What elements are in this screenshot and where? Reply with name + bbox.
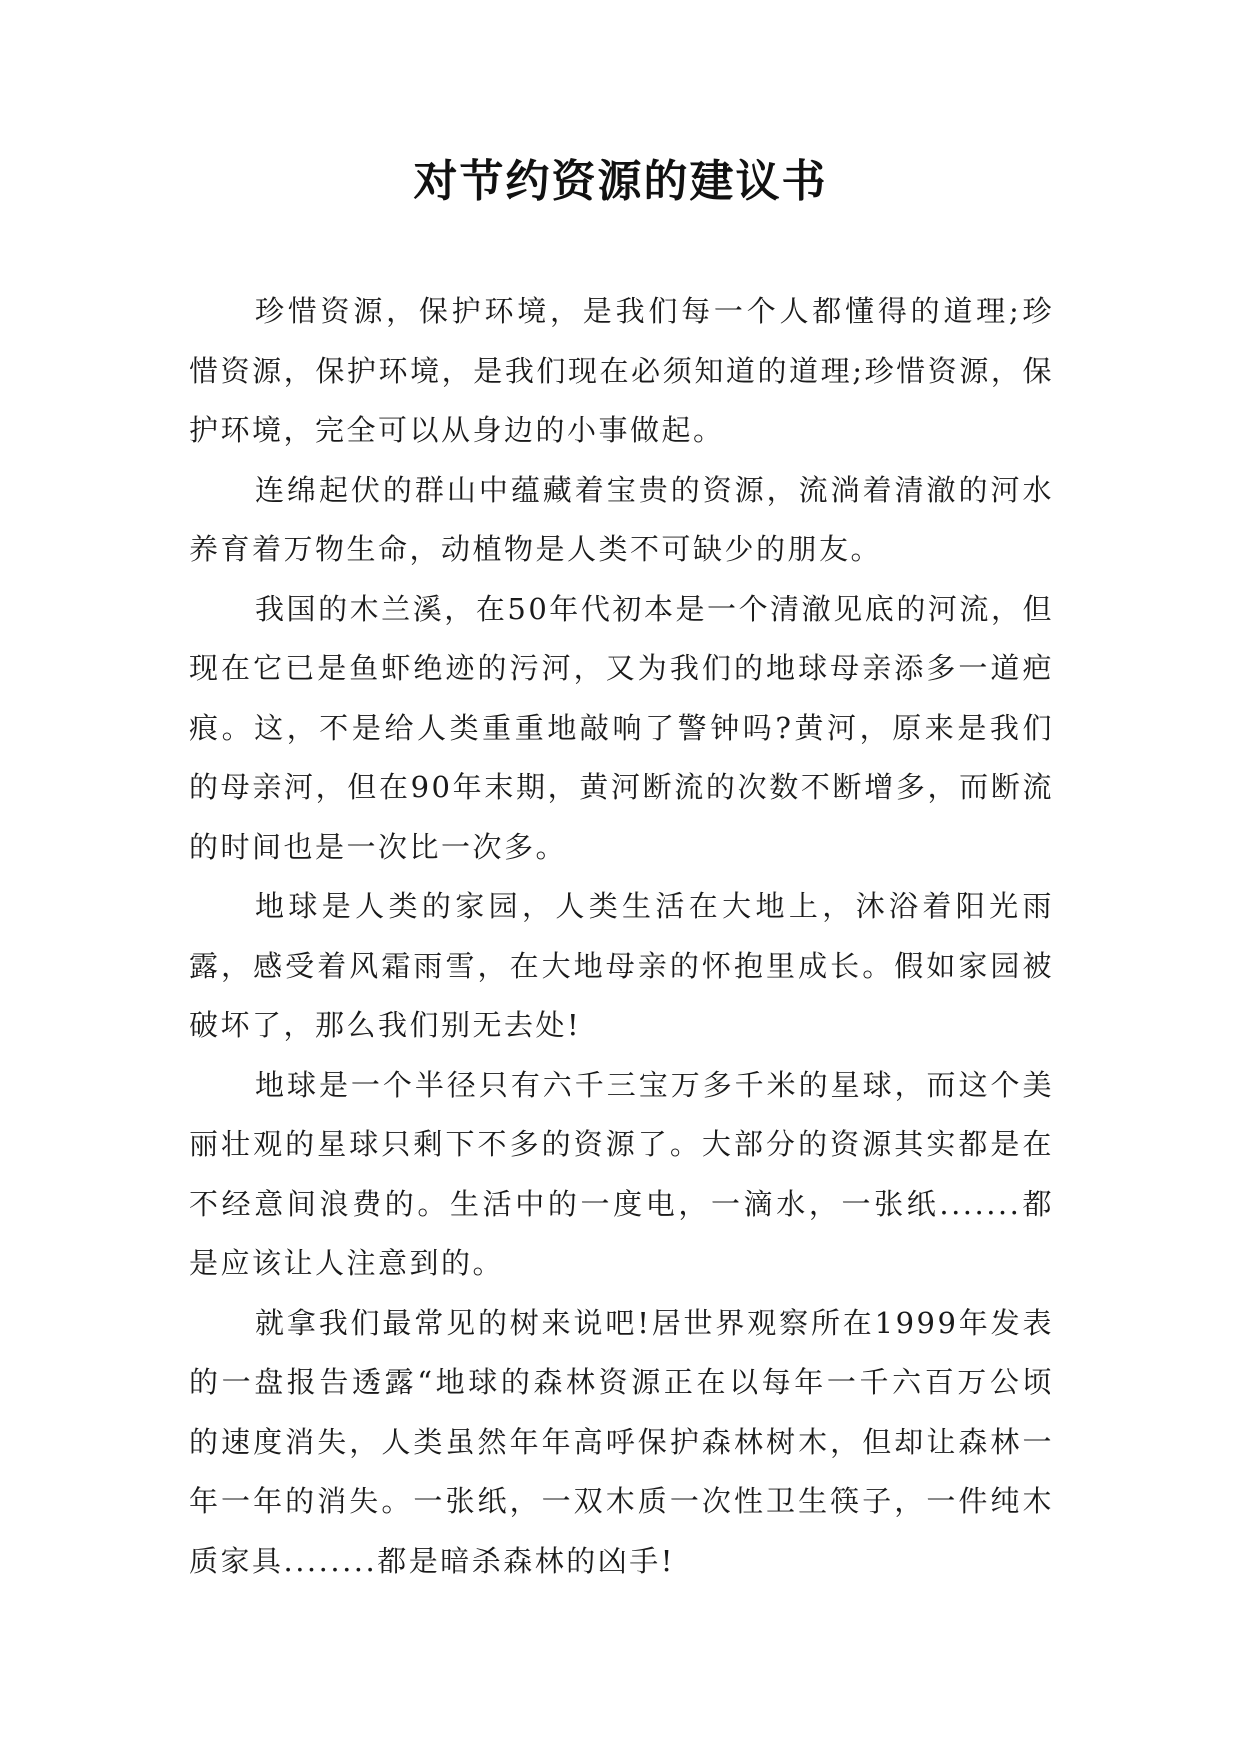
paragraph-4: 地球是人类的家园，人类生活在大地上，沐浴着阳光雨露，感受着风霜雨雪，在大地母亲的怀抱里成长。假如家园被破坏了，那么我们别无去处! [189, 889, 1054, 1042]
paragraph-3: 我国的木兰溪，在50年代初本是一个清澈见底的河流，但现在它已是鱼虾绝迹的污河，又为我们的地球母亲添多一道疤痕。这，不是给人类重重地敲响了警钟吗?黄河，原来是我们的母亲河，但在90年末期，黄河断流的次数不断增多，而断流的时间也是一次比一次多。 [189, 591, 1054, 864]
paragraph-1: 珍惜资源，保护环境，是我们每一个人都懂得的道理;珍惜资源，保护环境，是我们现在必须知道的道理;珍惜资源，保护环境，完全可以从身边的小事做起。 [189, 294, 1054, 447]
paragraph-5: 地球是一个半径只有六千三宝万多千米的星球，而这个美丽壮观的星球只剩下不多的资源了。大部分的资源其实都是在不经意间浪费的。生活中的一度电，一滴水，一张纸.......都是应该让人注意到的。 [189, 1067, 1054, 1280]
document-title: 对节约资源的建议书 [413, 156, 828, 207]
document-body [189, 282, 1054, 1591]
paragraph-2: 连绵起伏的群山中蕴藏着宝贵的资源，流淌着清澈的河水养育着万物生命，动植物是人类不可缺少的朋友。 [189, 472, 1054, 566]
paragraph-6: 就拿我们最常见的树来说吧!居世界观察所在1999年发表的一盘报告透露“地球的森林资源正在以每年一千六百万公顷的速度消失，人类虽然年年高呼保护森林树木，但却让森林一年一年的消失。一张纸，一双木质一次性卫生筷子，一件纯木质家具........都是暗杀森林的凶手! [189, 1305, 1054, 1578]
